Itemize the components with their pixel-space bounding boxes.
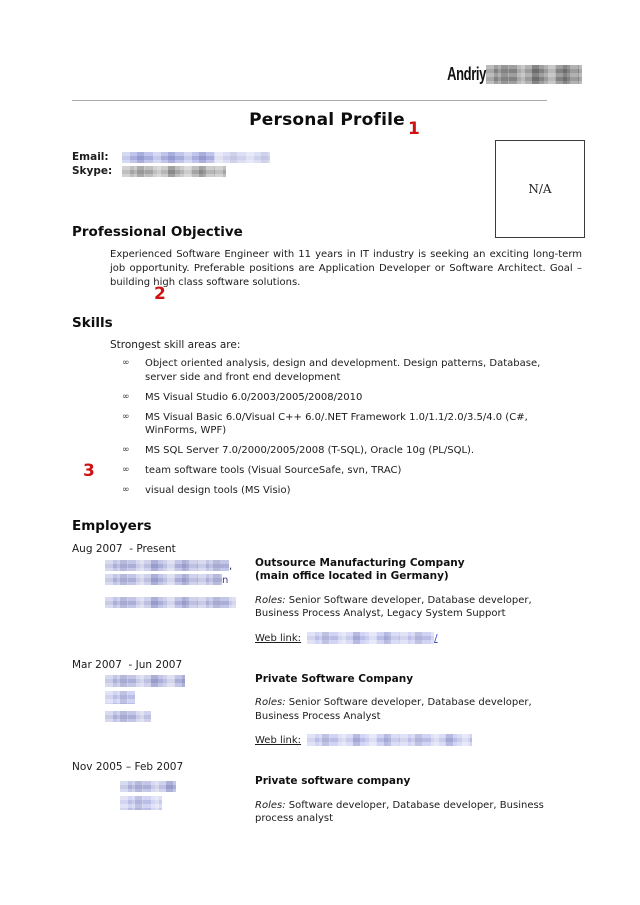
employers-section xyxy=(72,518,582,826)
redacted-surname xyxy=(486,65,582,84)
redacted-weblink-url[interactable] xyxy=(307,632,434,644)
redacted-company-line xyxy=(105,691,255,704)
employer-entry xyxy=(72,658,582,748)
company-tail-char: , xyxy=(229,560,233,572)
employers-heading: Employers xyxy=(72,517,152,534)
company-title: Outsource Manufacturing Company xyxy=(255,556,465,569)
infinity-bullet-icon: ∞ xyxy=(122,485,130,496)
roles-text: Software developer, Database developer, Business process analyst xyxy=(255,799,544,825)
objective-text: Experienced Software Engineer with 11 years in IT industry is seeking an exciting long-term job opportunity. Preferable positions are Application Developer or Software Architect. Goal – building high class software solutions. xyxy=(110,249,582,288)
company-title: Private software company xyxy=(255,775,411,788)
redacted-company-line xyxy=(120,796,255,810)
employer-columns xyxy=(72,557,582,646)
annotation-number-3: 3 xyxy=(83,461,95,481)
title-row xyxy=(72,110,582,130)
redacted-company-name xyxy=(120,781,176,792)
roles-text: Senior Software developer, Database developer, Business Process Analyst xyxy=(255,697,532,722)
redacted-weblink-url[interactable] xyxy=(307,734,472,746)
annotation-number-2: 2 xyxy=(154,284,166,304)
employer-entry xyxy=(72,542,582,646)
skills-list xyxy=(72,357,582,498)
redacted-address xyxy=(105,691,135,704)
skype-label: Skype: xyxy=(72,165,113,177)
employment-dates: Nov 2005 – Feb 2007 xyxy=(72,761,184,774)
header xyxy=(72,64,582,86)
redacted-company-line xyxy=(105,597,255,609)
weblink-row[interactable] xyxy=(255,734,570,748)
employment-dates: Aug 2007 - Present xyxy=(72,542,176,555)
skill-item xyxy=(72,444,570,458)
weblink-tail-char[interactable]: / xyxy=(434,632,438,644)
roles-text: Senior Software developer, Database developer, Business Process Analyst, Legacy System Support xyxy=(255,594,532,620)
employer-address-column xyxy=(72,673,255,748)
skill-item xyxy=(72,464,570,478)
weblink-label[interactable]: Web link: xyxy=(255,735,302,747)
roles-row xyxy=(255,799,570,826)
redacted-skype-id xyxy=(122,166,226,177)
employer-entry xyxy=(72,760,582,826)
objective-heading: Professional Objective xyxy=(72,224,243,240)
roles-label: Roles: xyxy=(255,799,286,811)
redacted-address xyxy=(105,711,151,722)
infinity-bullet-icon: ∞ xyxy=(122,391,130,402)
skill-item xyxy=(72,411,570,438)
infinity-bullet-icon: ∞ xyxy=(122,445,130,456)
roles-label: Roles: xyxy=(255,594,286,606)
header-divider xyxy=(72,100,547,101)
employer-columns xyxy=(72,775,582,826)
redacted-company-line xyxy=(105,675,255,687)
redacted-company-name xyxy=(105,675,185,687)
infinity-bullet-icon: ∞ xyxy=(122,465,130,476)
employer-columns xyxy=(72,673,582,748)
skill-item-text: team software tools (Visual SourceSafe, svn, TRAC) xyxy=(145,465,402,477)
redacted-email-link[interactable] xyxy=(122,152,270,163)
company-title: Private Software Company xyxy=(255,672,414,685)
redacted-company-line xyxy=(120,780,255,792)
employer-details-column xyxy=(255,775,570,826)
redacted-address xyxy=(105,597,236,608)
email-label: Email: xyxy=(72,151,109,163)
skill-item-text: MS Visual Studio 6.0/2003/2005/2008/2010 xyxy=(145,391,363,403)
infinity-bullet-icon: ∞ xyxy=(122,411,130,422)
skill-item-text: MS SQL Server 7.0/2000/2005/2008 (T-SQL), Oracle 10g (PL/SQL). xyxy=(145,445,475,457)
employer-address-column xyxy=(72,775,255,826)
redacted-company-line xyxy=(105,560,255,572)
weblink-label[interactable]: Web link: xyxy=(255,632,302,644)
skill-item xyxy=(72,357,570,384)
skill-item-text: visual design tools (MS Visio) xyxy=(145,485,291,497)
roles-row xyxy=(255,594,570,621)
employer-details-column xyxy=(255,673,570,748)
redacted-address xyxy=(120,796,162,810)
employment-dates: Mar 2007 - Jun 2007 xyxy=(72,658,183,671)
annotation-number-1: 1 xyxy=(408,119,420,139)
skills-section xyxy=(72,315,582,498)
company-subtitle: (main office located in Germany) xyxy=(255,570,449,583)
redacted-company-name xyxy=(105,574,222,585)
roles-label: Roles: xyxy=(255,697,286,709)
photo-placeholder-text: N/A xyxy=(528,182,552,196)
skill-item-text: MS Visual Basic 6.0/Visual C++ 6.0/.NET Framework 1.0/1.1/2.0/3.5/4.0 (C#, WinForms, WPF) xyxy=(145,411,528,437)
company-tail-char: n xyxy=(222,574,229,586)
infinity-bullet-icon: ∞ xyxy=(122,358,130,369)
skills-intro: Strongest skill areas are: xyxy=(110,339,241,352)
skill-item-text: Object oriented analysis, design and development. Design patterns, Database, server side and front end development xyxy=(145,358,541,383)
employer-details-column xyxy=(255,557,570,646)
weblink-row[interactable] xyxy=(255,632,570,646)
employer-address-column xyxy=(72,557,255,646)
skills-heading: Skills xyxy=(72,315,113,332)
redacted-company-line xyxy=(105,711,255,723)
redacted-company-line xyxy=(105,574,255,586)
photo-placeholder xyxy=(495,140,585,238)
redacted-company-name xyxy=(105,560,229,571)
page-title: Personal Profile xyxy=(249,110,405,130)
roles-row xyxy=(255,696,570,723)
skill-item xyxy=(72,484,570,498)
skill-item xyxy=(72,391,570,405)
person-first-name: Andriy xyxy=(447,64,486,84)
